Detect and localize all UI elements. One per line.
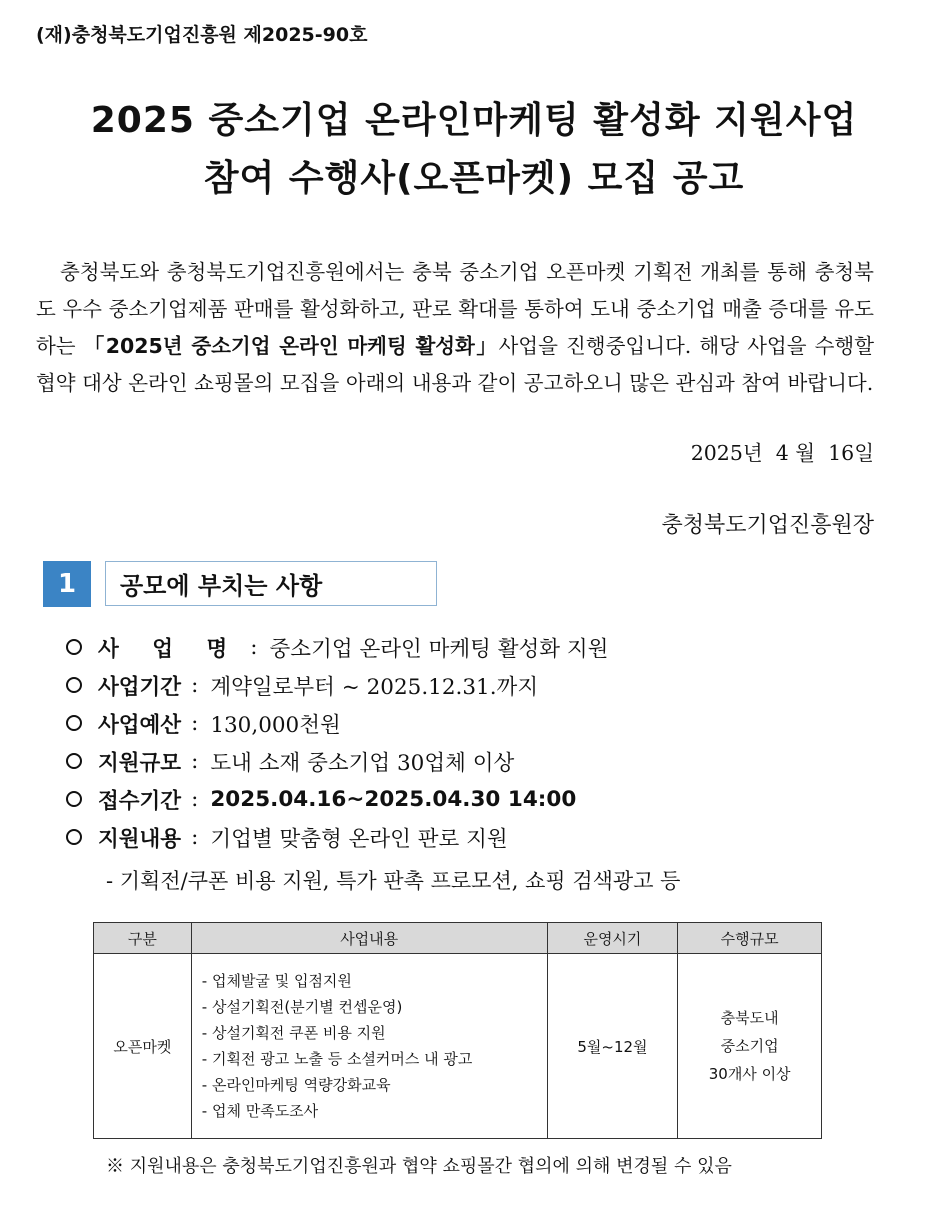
list-item bbox=[60, 704, 890, 742]
detail-line: - 상설기획전(분기별 컨셉운영) bbox=[201, 998, 403, 1016]
detail-line: - 업체 만족도조사 bbox=[201, 1102, 319, 1120]
detail-line: - 온라인마케팅 역량강화교육 bbox=[201, 1076, 391, 1094]
notice-number: (재)충청북도기업진흥원 제2025-90호 bbox=[36, 24, 368, 46]
list-item bbox=[60, 742, 890, 780]
detail-line: - 업체발굴 및 입점지원 bbox=[201, 972, 352, 990]
item-value: 2025.04.16~2025.04.30 14:00 bbox=[210, 786, 577, 812]
table-cell-category: 오픈마켓 bbox=[94, 954, 192, 1139]
item-label: 사업예산 bbox=[98, 712, 182, 738]
section-number-badge: 1 bbox=[43, 561, 91, 607]
item-colon: : bbox=[250, 634, 258, 660]
item-colon: : bbox=[191, 748, 199, 774]
item-list bbox=[60, 628, 890, 856]
table-row bbox=[94, 954, 822, 1139]
item-colon: : bbox=[191, 786, 199, 812]
scale-line: 충북도내 bbox=[720, 1009, 779, 1027]
circle-bullet-icon bbox=[66, 639, 82, 655]
item-label: 사업기간 bbox=[98, 674, 182, 700]
table-header-cell: 운영시기 bbox=[547, 923, 678, 954]
item-label: 지원내용 bbox=[98, 826, 182, 852]
support-detail-subitem: - 기획전/쿠폰 비용 지원, 특가 판촉 프로모션, 쇼핑 검색광고 등 bbox=[106, 869, 681, 893]
intro-text-before: 충청북도와 충청북도기업진흥원에서는 충북 중소기업 오픈마켓 기획전 개최를 통해 충청북도 우수 중소기업제품 판매를 활성화하고, 판로 확대를 통하여 도내 중소기업 매출 증대를 유도하는 bbox=[36, 260, 874, 358]
circle-bullet-icon bbox=[66, 829, 82, 845]
circle-bullet-icon bbox=[66, 715, 82, 731]
item-value: 중소기업 온라인 마케팅 활성화 지원 bbox=[269, 636, 609, 662]
announcement-date: 2025년 4 월 16일 bbox=[690, 441, 874, 465]
scale-line: 중소기업 bbox=[720, 1037, 779, 1055]
detail-line: - 기획전 광고 노출 등 소셜커머스 내 광고 bbox=[201, 1050, 473, 1068]
document-title-line1: 2025 중소기업 온라인마케팅 활성화 지원사업 bbox=[90, 100, 858, 141]
item-label: 접수기간 bbox=[98, 788, 182, 814]
table-cell-period: 5월~12월 bbox=[547, 954, 678, 1139]
table-cell-scale bbox=[678, 954, 822, 1139]
detail-line: - 상설기획전 쿠폰 비용 지원 bbox=[201, 1024, 386, 1042]
table-cell-details bbox=[191, 954, 547, 1139]
circle-bullet-icon bbox=[66, 677, 82, 693]
item-value: 기업별 맞춤형 온라인 판로 지원 bbox=[210, 826, 508, 852]
item-value: 130,000천원 bbox=[210, 712, 341, 738]
list-item bbox=[60, 780, 890, 818]
section-title: 공모에 부치는 사항 bbox=[105, 561, 437, 606]
item-label: 사 업 명 bbox=[98, 636, 241, 662]
scale-line: 30개사 이상 bbox=[708, 1065, 791, 1083]
list-item bbox=[60, 628, 890, 666]
item-value: 도내 소재 중소기업 30업체 이상 bbox=[210, 750, 515, 776]
table-header-row bbox=[94, 923, 822, 954]
circle-bullet-icon bbox=[66, 753, 82, 769]
document-title-line2: 참여 수행사(오픈마켓) 모집 공고 bbox=[203, 158, 745, 199]
intro-project-name: 「2025년 중소기업 온라인 마케팅 활성화」 bbox=[83, 334, 499, 358]
item-label: 지원규모 bbox=[98, 750, 182, 776]
intro-paragraph bbox=[36, 254, 874, 402]
item-colon: : bbox=[191, 824, 199, 850]
summary-table bbox=[93, 922, 822, 1139]
footnote: ※ 지원내용은 충청북도기업진흥원과 협약 쇼핑몰간 협의에 의해 변경될 수 있음 bbox=[106, 1156, 732, 1177]
circle-bullet-icon bbox=[66, 791, 82, 807]
signer: 충청북도기업진흥원장 bbox=[661, 513, 874, 538]
table-header-cell: 구분 bbox=[94, 923, 192, 954]
item-colon: : bbox=[191, 672, 199, 698]
item-colon: : bbox=[191, 710, 199, 736]
intro-text-after: 사업을 진행중입니다. 해당 사업을 수행할 협약 대상 온라인 쇼핑몰의 모집을 아래의 내용과 같이 공고하오니 많은 관심과 참여 바랍니다. bbox=[36, 334, 874, 395]
table-header-cell: 수행규모 bbox=[678, 923, 822, 954]
item-value: 계약일로부터 ~ 2025.12.31.까지 bbox=[210, 674, 539, 700]
table-header-cell: 사업내용 bbox=[191, 923, 547, 954]
list-item bbox=[60, 818, 890, 856]
list-item bbox=[60, 666, 890, 704]
